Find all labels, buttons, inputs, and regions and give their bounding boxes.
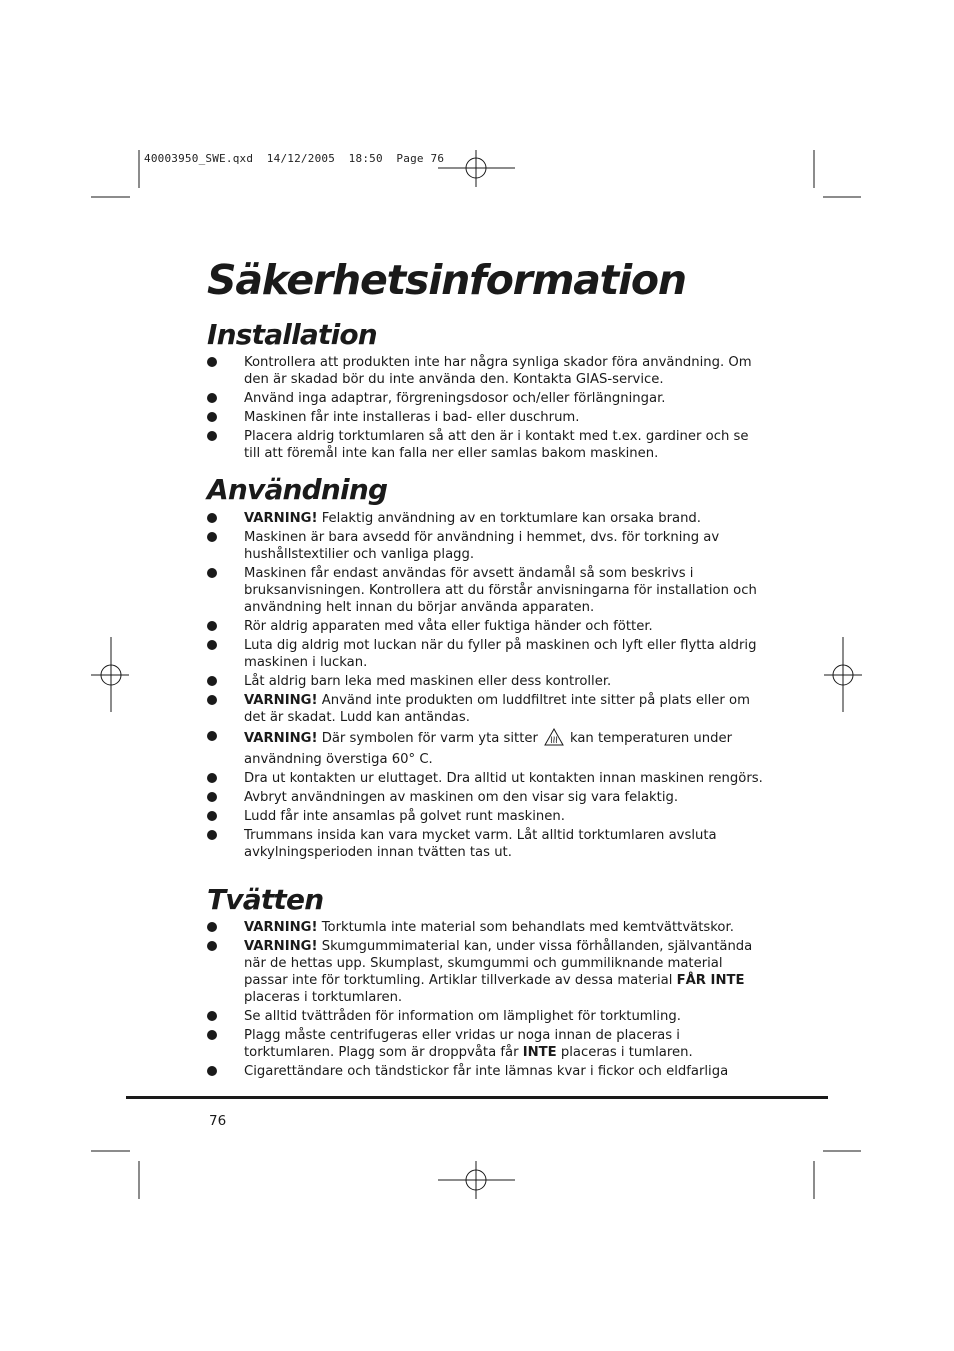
list-item: Luta dig aldrig mot luckan när du fyller på maskinen och lyft eller flytta aldrig maskinen i luckan. bbox=[207, 637, 767, 671]
list-item: Maskinen är bara avsedd för användning i hemmet, dvs. för torkning av hushållstextilier och vanliga plagg. bbox=[207, 529, 767, 563]
list-item: Avbryt användningen av maskinen om den visar sig vara felaktig. bbox=[207, 789, 767, 806]
list-item: VARNING! Torktumla inte material som behandlats med kemtvättvätskor. bbox=[207, 919, 767, 936]
footer-rule bbox=[126, 1096, 828, 1099]
list-item: VARNING! Använd inte produkten om luddfiltret inte sitter på plats eller om det är skadat. Ludd kan antändas. bbox=[207, 692, 767, 726]
list-item: Dra ut kontakten ur eluttaget. Dra alltid ut kontakten innan maskinen rengörs. bbox=[207, 770, 767, 787]
bullet bbox=[207, 513, 217, 523]
bullet bbox=[207, 695, 217, 705]
bullet bbox=[207, 731, 217, 741]
bullet bbox=[207, 568, 217, 578]
list-item: Ludd får inte ansamlas på golvet runt maskinen. bbox=[207, 808, 767, 825]
list-item: Kontrollera att produkten inte har några synliga skador föra användning. Om den är skadad bör du inte använda den. Kontakta GIAS-service. bbox=[207, 354, 767, 388]
section-heading-anvandning: Användning bbox=[207, 473, 388, 506]
list-item: Maskinen får endast användas för avsett ändamål så som beskrivs i bruksanvisningen. Kontrollera att du förstår anvisningarna för installation och användning helt innan du börjar använda apparaten. bbox=[207, 565, 767, 616]
list-item: Cigarettändare och tändstickor får inte lämnas kvar i fickor och eldfarliga bbox=[207, 1063, 767, 1080]
file-slug: 40003950_SWE.qxd 14/12/2005 18:50 Page 76 bbox=[144, 152, 445, 165]
page-number: 76 bbox=[209, 1113, 227, 1129]
list-anvandning bbox=[207, 510, 767, 863]
list-item: Maskinen får inte installeras i bad- eller duschrum. bbox=[207, 409, 767, 426]
list-item: Rör aldrig apparaten med våta eller fuktiga händer och fötter. bbox=[207, 618, 767, 635]
list-item: VARNING! Skumgummimaterial kan, under vissa förhållanden, självantända när de hettas upp. Skumplast, skumgummi och gummiliknande material passar inte för torktumling. Artiklar tillverkade av dessa material FÅR INTE placeras i torktumlaren. bbox=[207, 938, 767, 1006]
page-title: Säkerhetsinformation bbox=[207, 256, 686, 304]
bullet bbox=[207, 640, 217, 650]
bullet bbox=[207, 357, 217, 367]
bullet bbox=[207, 811, 217, 821]
bullet bbox=[207, 1011, 217, 1021]
bullet bbox=[207, 431, 217, 441]
list-item: Använd inga adaptrar, förgreningsdosor och/eller förlängningar. bbox=[207, 390, 767, 407]
bullet bbox=[207, 922, 217, 932]
bullet bbox=[207, 941, 217, 951]
bullet bbox=[207, 412, 217, 422]
bullet bbox=[207, 1030, 217, 1040]
section-heading-tvatten: Tvätten bbox=[207, 883, 324, 916]
list-item: Placera aldrig torktumlaren så att den är i kontakt med t.ex. gardiner och se till att föremål inte kan falla ner eller samlas bakom maskinen. bbox=[207, 428, 767, 462]
bullet bbox=[207, 676, 217, 686]
bullet bbox=[207, 1066, 217, 1076]
bullet bbox=[207, 830, 217, 840]
list-item: VARNING! Där symbolen för varm yta sitter kan temperaturen under användning överstiga 60° C. bbox=[207, 728, 767, 768]
bullet bbox=[207, 393, 217, 403]
list-item: Trummans insida kan vara mycket varm. Låt alltid torktumlaren avsluta avkylningsperioden innan tvätten tas ut. bbox=[207, 827, 767, 861]
list-item: Låt aldrig barn leka med maskinen eller dess kontroller. bbox=[207, 673, 767, 690]
bullet bbox=[207, 532, 217, 542]
list-item: Se alltid tvättråden för information om lämplighet för torktumling. bbox=[207, 1008, 767, 1025]
bullet bbox=[207, 621, 217, 631]
bullet bbox=[207, 792, 217, 802]
list-tvatten bbox=[207, 919, 767, 1082]
section-heading-installation: Installation bbox=[207, 318, 377, 351]
list-installation bbox=[207, 354, 767, 464]
list-item: Plagg måste centrifugeras eller vridas ur noga innan de placeras i torktumlaren. Plagg som är droppvåta får INTE placeras i tumlaren. bbox=[207, 1027, 767, 1061]
list-item: VARNING! Felaktig användning av en torktumlare kan orsaka brand. bbox=[207, 510, 767, 527]
bullet bbox=[207, 773, 217, 783]
hot-surface-warning-icon bbox=[544, 728, 564, 751]
